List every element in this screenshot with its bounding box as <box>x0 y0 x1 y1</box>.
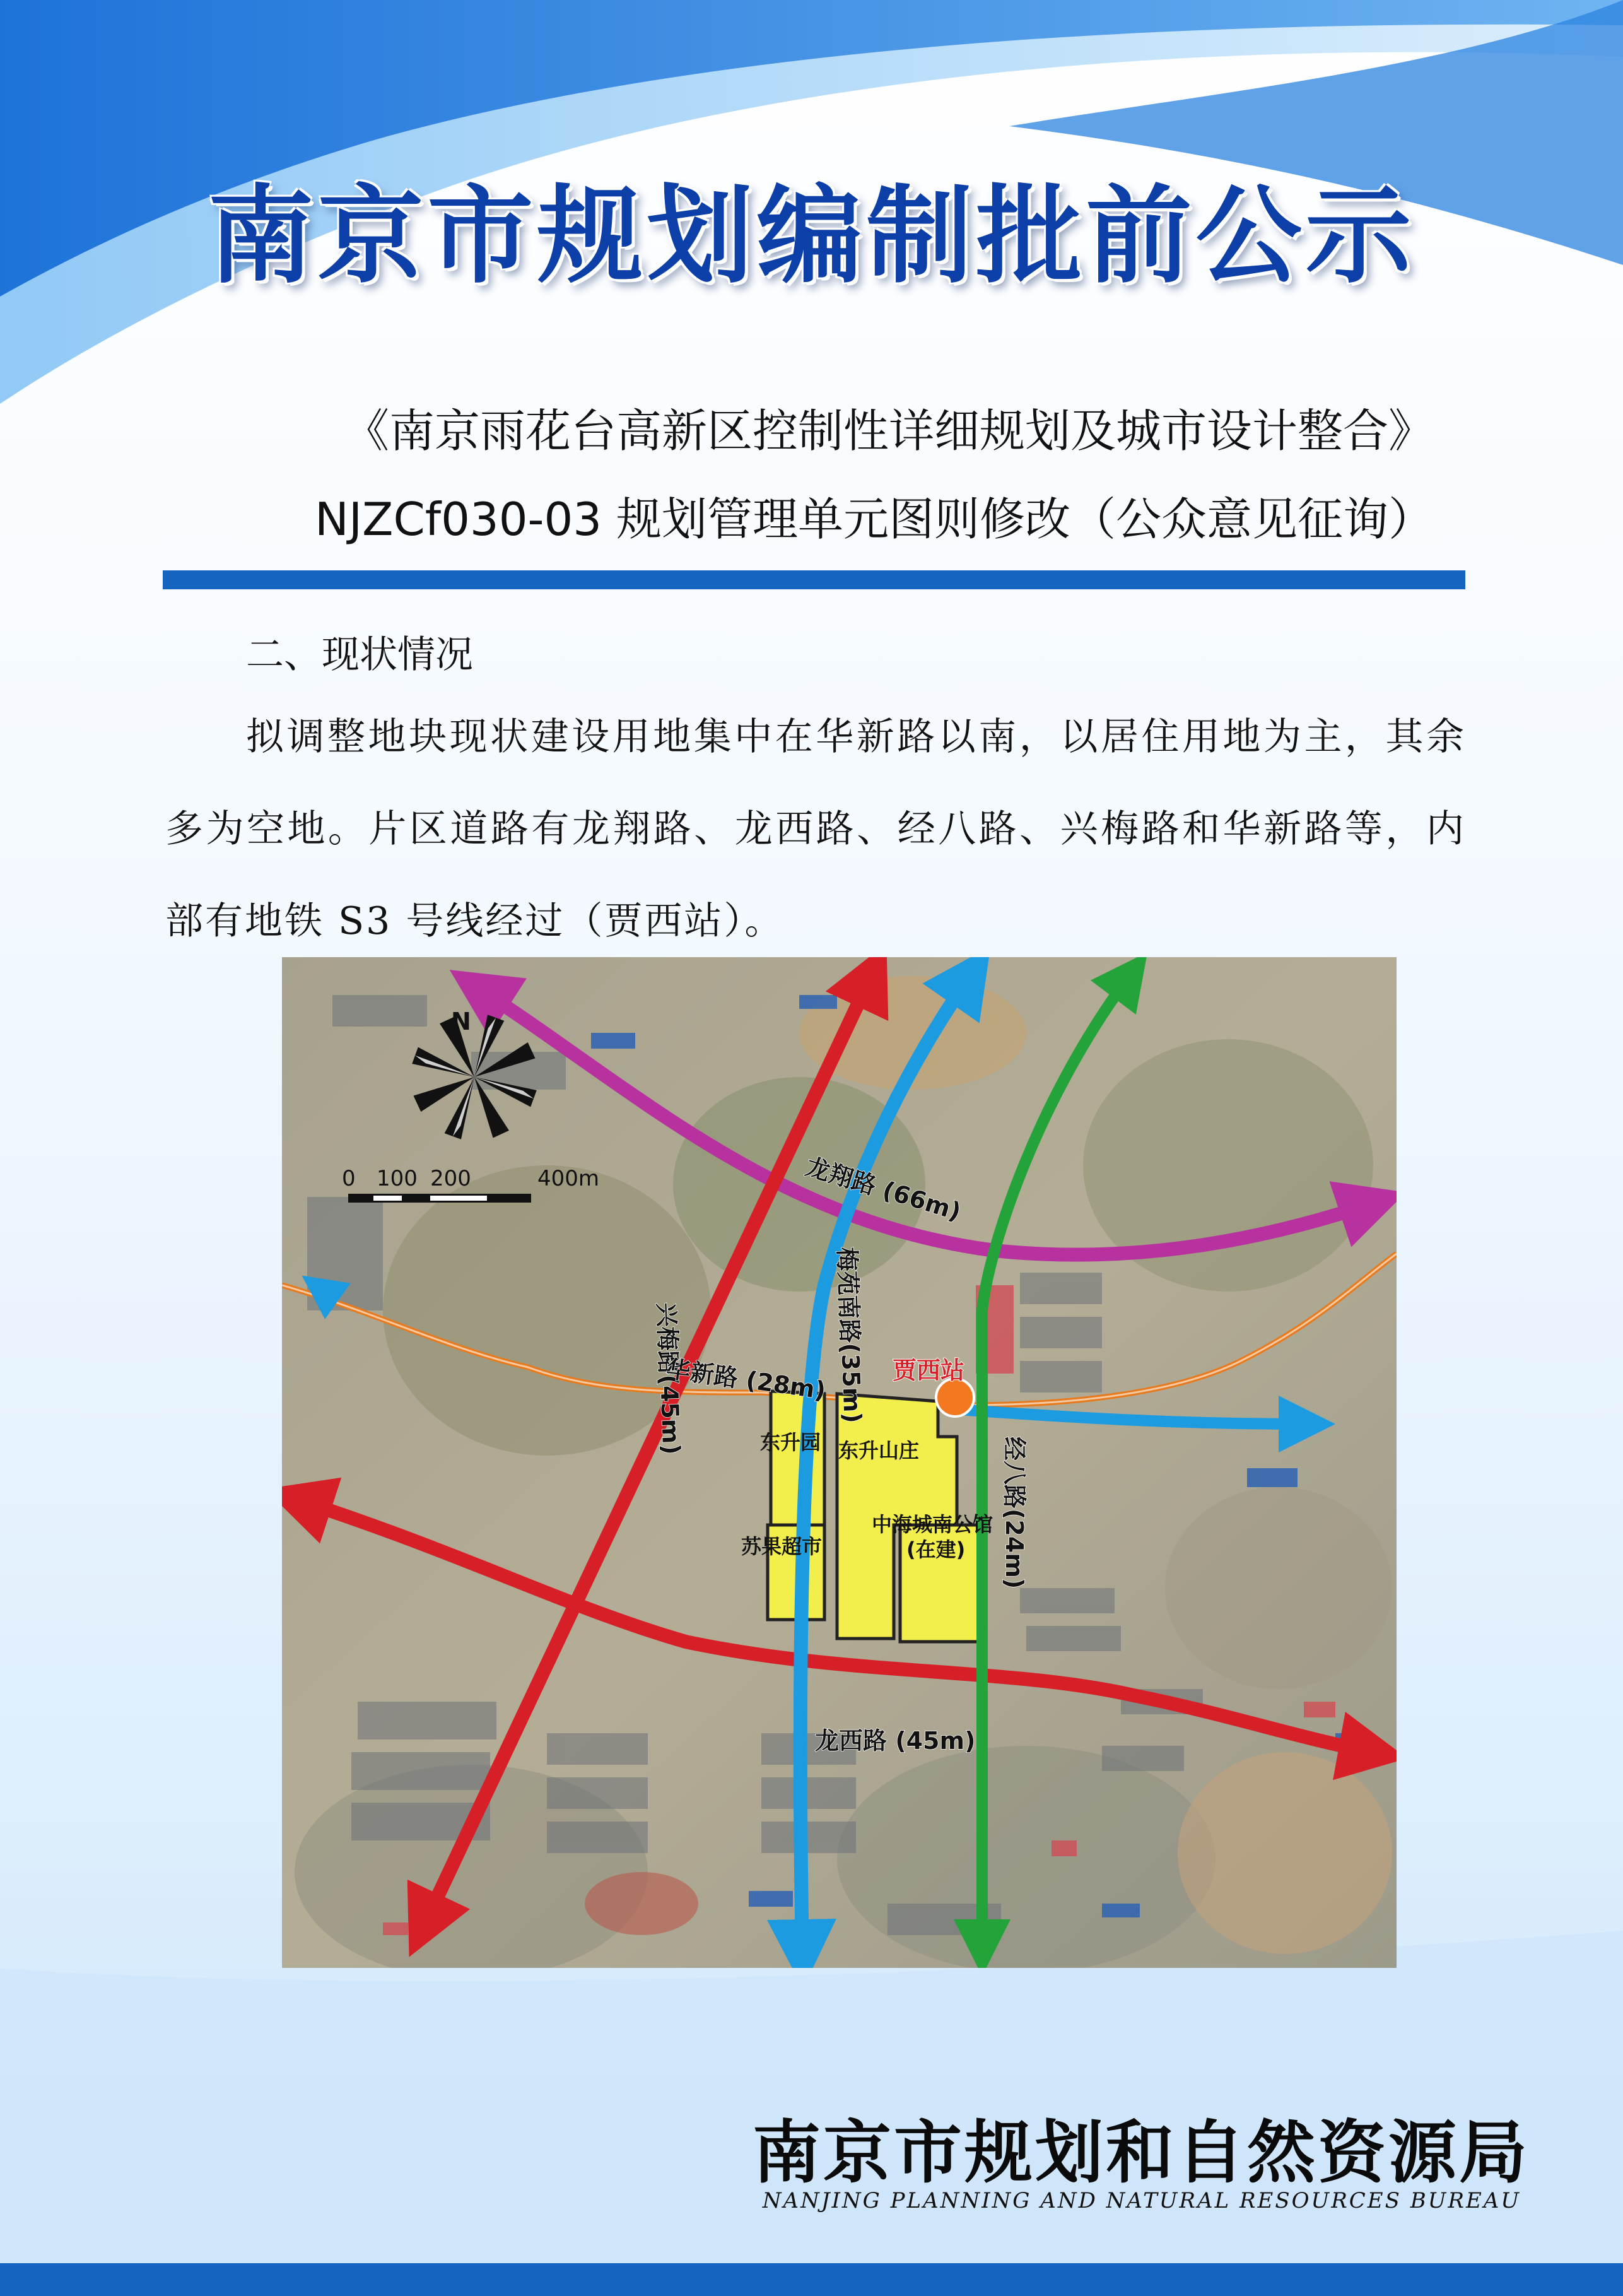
scale-tick-400m: 400m <box>537 1166 600 1191</box>
document-title-line1: 《南京雨花台高新区控制性详细规划及城市设计整合》 <box>343 404 1434 457</box>
page-title: 南京市规划编制批前公示 <box>208 173 1415 298</box>
document-title-line2: NJZCf030-03 规划管理单元图则修改（公众意见征询） <box>315 493 1434 546</box>
label-zhonghai-line2: (在建) <box>906 1538 966 1562</box>
label-dongsheng-shanzhuang: 东升山庄 <box>838 1439 920 1463</box>
label-dongsheng-yuan: 东升园 <box>760 1430 821 1454</box>
section-paragraph: 拟调整地块现状建设用地集中在华新路以南，以居住用地为主，其余多为空地。片区道路有龙翔路、龙西路、经八路、兴梅路和华新路等，内部有地铁 S3 号线经过（贾西站）。 <box>165 715 1466 943</box>
footer-org-cn: 南京市规划和自然资源局 <box>752 2113 1530 2193</box>
label-suguo: 苏果超市 <box>741 1534 823 1558</box>
footer-org-en: NANJING PLANNING AND NATURAL RESOURCES BUREAU <box>762 2188 1521 2213</box>
station-marker <box>936 1379 974 1416</box>
site-map <box>282 957 1397 1968</box>
label-meiyuan-nan-road: 梅苑南路(35m) <box>833 1246 867 1424</box>
north-label: N <box>451 1008 471 1035</box>
title-divider <box>163 570 1465 589</box>
label-zhonghai-line1: 中海城南公馆 <box>872 1512 993 1536</box>
scale-tick-200: 200 <box>430 1166 471 1191</box>
label-longxi-road: 龙西路 (45m) <box>815 1727 976 1755</box>
label-jingba-road: 经八路(24m) <box>1000 1437 1028 1589</box>
label-longxiang-road: 龙翔路 (66m) <box>802 1152 964 1227</box>
bottom-band <box>0 2263 1623 2296</box>
scale-tick-100: 100 <box>377 1166 418 1191</box>
label-huaxin-road: 华新路 (28m) <box>664 1355 828 1405</box>
label-station: 贾西站 <box>893 1357 965 1384</box>
section-heading: 二、现状情况 <box>246 633 473 677</box>
label-xingmei-road: 兴梅路(45m) <box>652 1302 686 1456</box>
scale-tick-0: 0 <box>342 1166 356 1191</box>
